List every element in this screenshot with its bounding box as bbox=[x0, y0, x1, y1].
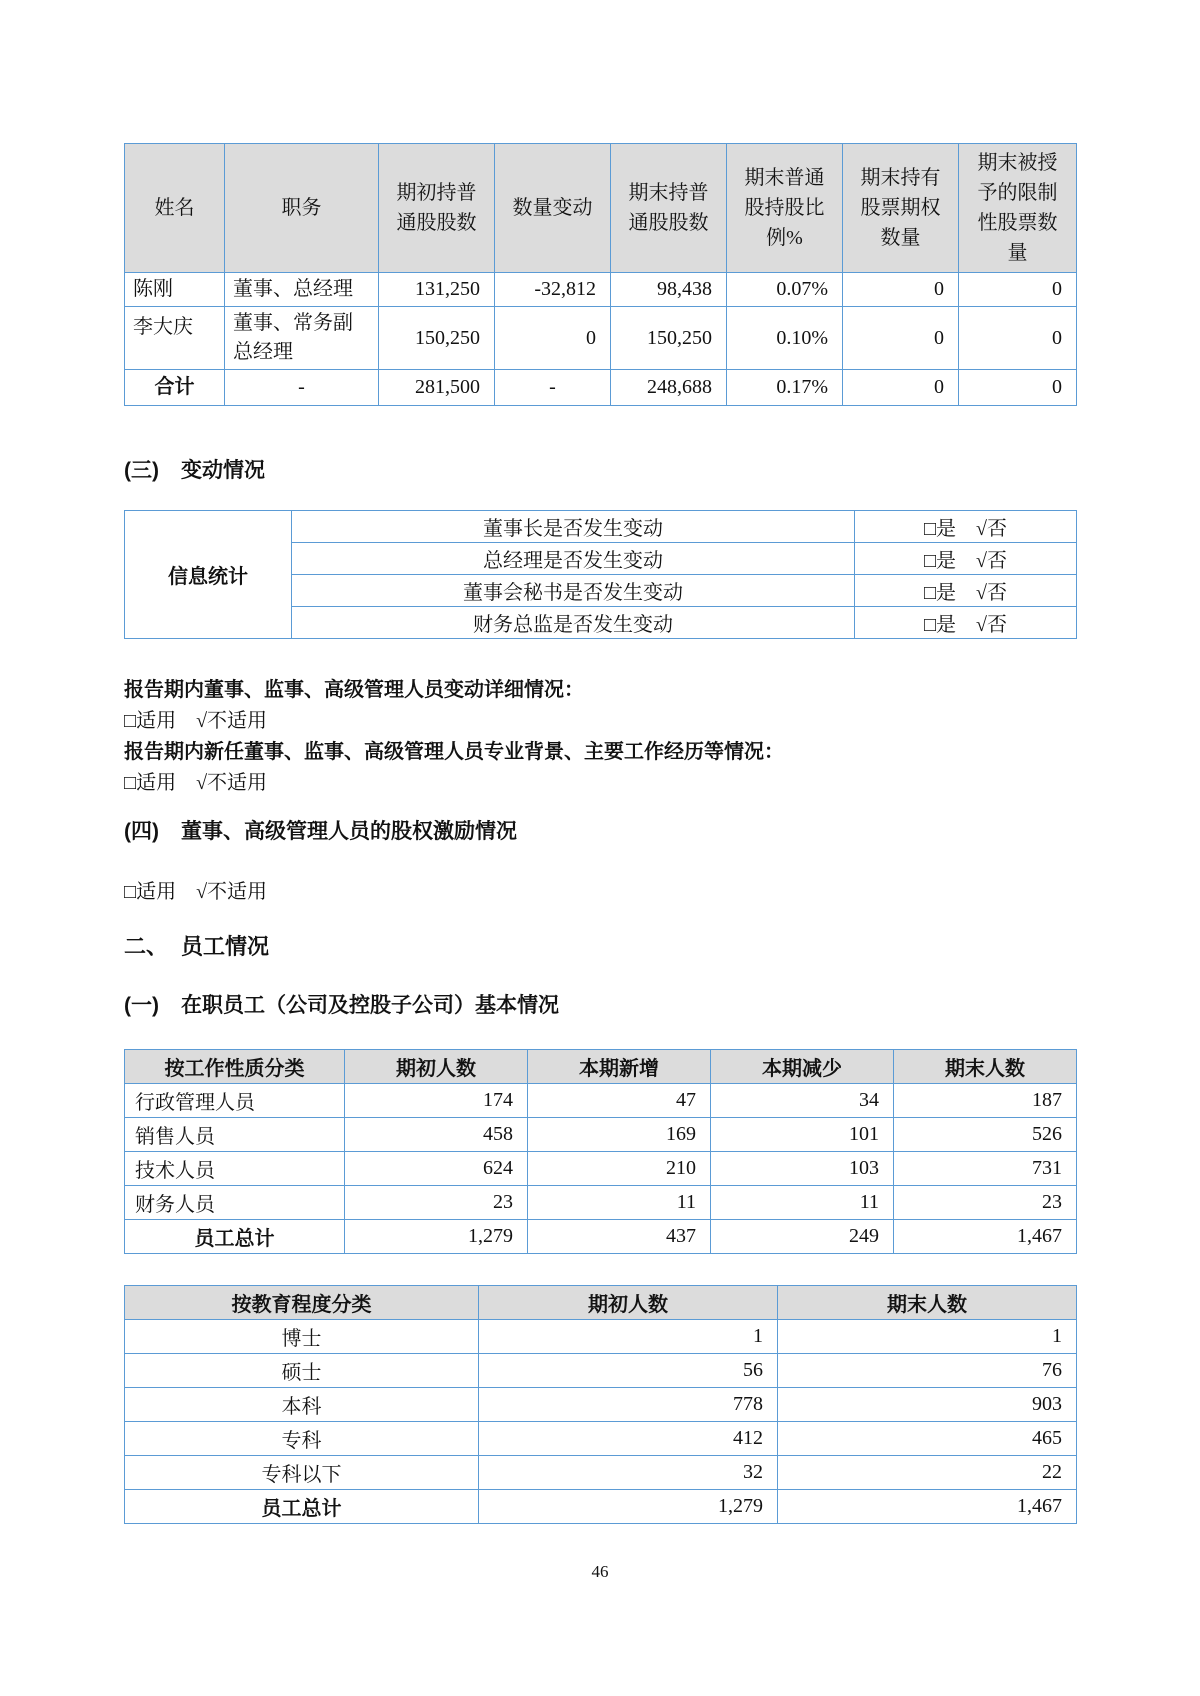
cell-end: 1,467 bbox=[894, 1220, 1077, 1254]
question-gm-change: 总经理是否发生变动 bbox=[292, 543, 855, 575]
cell-end: 1,467 bbox=[778, 1490, 1077, 1524]
applicability-line: □适用 √不适用 bbox=[124, 881, 268, 903]
header-name: 姓名 bbox=[125, 144, 225, 273]
cell-end: 22 bbox=[778, 1456, 1077, 1490]
table-row bbox=[125, 1152, 1077, 1186]
section-heading-employee-basic bbox=[124, 991, 1076, 1021]
table-total-row bbox=[125, 1220, 1077, 1254]
cell-change: - bbox=[495, 370, 611, 406]
header-work-category: 按工作性质分类 bbox=[125, 1050, 345, 1084]
info-statistics-table bbox=[124, 510, 1077, 639]
cell-end: 903 bbox=[778, 1388, 1077, 1422]
table-row bbox=[125, 511, 1077, 543]
cell-position: - bbox=[225, 370, 379, 406]
question-secretary-change: 董事会秘书是否发生变动 bbox=[292, 575, 855, 607]
cell-added: 210 bbox=[528, 1152, 711, 1186]
table-total-row bbox=[125, 1490, 1077, 1524]
cell-end: 76 bbox=[778, 1354, 1077, 1388]
education-table bbox=[124, 1285, 1077, 1524]
cell-begin: 23 bbox=[345, 1186, 528, 1220]
header-period-end-shares: 期末持普通股股数 bbox=[611, 144, 727, 273]
cell-begin: 32 bbox=[479, 1456, 778, 1490]
cell-level: 本科 bbox=[125, 1388, 479, 1422]
section-number: (一) bbox=[124, 994, 159, 1017]
note-new-appointees-title: 报告期内新任董事、监事、高级管理人员专业背景、主要工作经历等情况： bbox=[124, 741, 784, 763]
cell-change: 0 bbox=[495, 307, 611, 370]
section-heading-employees bbox=[124, 930, 1076, 963]
table-row bbox=[125, 307, 1077, 370]
cell-category: 财务人员 bbox=[125, 1186, 345, 1220]
cell-begin: 412 bbox=[479, 1422, 778, 1456]
header-end-count: 期末人数 bbox=[894, 1050, 1077, 1084]
yes-no-answer: □是 √否 bbox=[855, 607, 1077, 639]
cell-name: 李大庆 bbox=[125, 307, 225, 370]
cell-end: 465 bbox=[778, 1422, 1077, 1456]
cell-total-label: 员工总计 bbox=[125, 1490, 479, 1524]
cell-period-begin: 150,250 bbox=[379, 307, 495, 370]
cell-reduced: 249 bbox=[711, 1220, 894, 1254]
cell-position: 董事、常务副总经理 bbox=[225, 307, 379, 370]
header-restricted-count: 期末被授予的限制性股票数量 bbox=[959, 144, 1077, 273]
cell-options: 0 bbox=[843, 370, 959, 406]
table-row bbox=[125, 1354, 1077, 1388]
header-begin-count: 期初人数 bbox=[479, 1286, 778, 1320]
cell-category: 行政管理人员 bbox=[125, 1084, 345, 1118]
cell-begin: 1 bbox=[479, 1320, 778, 1354]
cell-begin: 624 bbox=[345, 1152, 528, 1186]
cell-reduced: 101 bbox=[711, 1118, 894, 1152]
cell-period-begin: 281,500 bbox=[379, 370, 495, 406]
cell-total-label: 员工总计 bbox=[125, 1220, 345, 1254]
header-begin-count: 期初人数 bbox=[345, 1050, 528, 1084]
section-number: (四) bbox=[124, 820, 159, 843]
notes-block bbox=[124, 675, 1076, 799]
yes-no-answer: □是 √否 bbox=[855, 575, 1077, 607]
table-row bbox=[125, 273, 1077, 307]
cell-end: 187 bbox=[894, 1084, 1077, 1118]
cell-begin: 778 bbox=[479, 1388, 778, 1422]
cell-period-begin: 131,250 bbox=[379, 273, 495, 307]
cell-position: 董事、总经理 bbox=[225, 273, 379, 307]
header-position: 职务 bbox=[225, 144, 379, 273]
section-number: 二、 bbox=[124, 934, 169, 959]
header-change: 数量变动 bbox=[495, 144, 611, 273]
applicability-line: □适用 √不适用 bbox=[124, 710, 268, 732]
cell-level: 专科以下 bbox=[125, 1456, 479, 1490]
header-options-count: 期末持有股票期权数量 bbox=[843, 144, 959, 273]
table-row bbox=[125, 1118, 1077, 1152]
header-end-pct: 期末普通股持股比例% bbox=[727, 144, 843, 273]
cell-reduced: 103 bbox=[711, 1152, 894, 1186]
section-title: 变动情况 bbox=[181, 459, 265, 482]
table-row bbox=[125, 1456, 1077, 1490]
header-reduced-count: 本期减少 bbox=[711, 1050, 894, 1084]
cell-options: 0 bbox=[843, 307, 959, 370]
cell-reduced: 34 bbox=[711, 1084, 894, 1118]
shareholding-table bbox=[124, 143, 1077, 406]
question-chairman-change: 董事长是否发生变动 bbox=[292, 511, 855, 543]
section-heading-change bbox=[124, 456, 1076, 486]
table-row bbox=[125, 1186, 1077, 1220]
cell-begin: 1,279 bbox=[479, 1490, 778, 1524]
cell-restricted: 0 bbox=[959, 370, 1077, 406]
cell-added: 11 bbox=[528, 1186, 711, 1220]
cell-name: 陈刚 bbox=[125, 273, 225, 307]
cell-added: 47 bbox=[528, 1084, 711, 1118]
table-header-row bbox=[125, 144, 1077, 273]
question-cfo-change: 财务总监是否发生变动 bbox=[292, 607, 855, 639]
section-number: (三) bbox=[124, 459, 159, 482]
cell-begin: 174 bbox=[345, 1084, 528, 1118]
cell-begin: 1,279 bbox=[345, 1220, 528, 1254]
cell-change: -32,812 bbox=[495, 273, 611, 307]
table-row bbox=[125, 1320, 1077, 1354]
note-change-details-title: 报告期内董事、监事、高级管理人员变动详细情况： bbox=[124, 679, 584, 701]
table-header-row bbox=[125, 1286, 1077, 1320]
cell-period-end: 248,688 bbox=[611, 370, 727, 406]
cell-level: 博士 bbox=[125, 1320, 479, 1354]
cell-level: 硕士 bbox=[125, 1354, 479, 1388]
yes-no-answer: □是 √否 bbox=[855, 543, 1077, 575]
header-added-count: 本期新增 bbox=[528, 1050, 711, 1084]
cell-added: 437 bbox=[528, 1220, 711, 1254]
applicability-line: □适用 √不适用 bbox=[124, 772, 268, 794]
cell-category: 技术人员 bbox=[125, 1152, 345, 1186]
table-header-row bbox=[125, 1050, 1077, 1084]
cell-end-pct: 0.10% bbox=[727, 307, 843, 370]
section-title: 在职员工（公司及控股子公司）基本情况 bbox=[181, 994, 559, 1017]
header-end-count: 期末人数 bbox=[778, 1286, 1077, 1320]
yes-no-answer: □是 √否 bbox=[855, 511, 1077, 543]
cell-restricted: 0 bbox=[959, 273, 1077, 307]
header-period-begin-shares: 期初持普通股股数 bbox=[379, 144, 495, 273]
section-title: 员工情况 bbox=[181, 934, 270, 959]
table-row bbox=[125, 1388, 1077, 1422]
page-number: 46 bbox=[591, 1562, 609, 1581]
cell-end: 731 bbox=[894, 1152, 1077, 1186]
table-row bbox=[125, 1084, 1077, 1118]
cell-end-pct: 0.17% bbox=[727, 370, 843, 406]
table-total-row bbox=[125, 370, 1077, 406]
cell-options: 0 bbox=[843, 273, 959, 307]
cell-reduced: 11 bbox=[711, 1186, 894, 1220]
cell-end: 526 bbox=[894, 1118, 1077, 1152]
section-heading-incentive bbox=[124, 817, 1076, 847]
cell-begin: 56 bbox=[479, 1354, 778, 1388]
cell-period-end: 150,250 bbox=[611, 307, 727, 370]
section-title: 董事、高级管理人员的股权激励情况 bbox=[181, 820, 517, 843]
cell-begin: 458 bbox=[345, 1118, 528, 1152]
cell-total-label: 合计 bbox=[125, 370, 225, 406]
cell-category: 销售人员 bbox=[125, 1118, 345, 1152]
cell-end: 1 bbox=[778, 1320, 1077, 1354]
cell-added: 169 bbox=[528, 1118, 711, 1152]
cell-period-end: 98,438 bbox=[611, 273, 727, 307]
info-stats-label: 信息统计 bbox=[125, 511, 292, 639]
table-row bbox=[125, 1422, 1077, 1456]
cell-end: 23 bbox=[894, 1186, 1077, 1220]
work-category-table bbox=[124, 1049, 1077, 1254]
cell-end-pct: 0.07% bbox=[727, 273, 843, 307]
cell-level: 专科 bbox=[125, 1422, 479, 1456]
header-education-category: 按教育程度分类 bbox=[125, 1286, 479, 1320]
cell-restricted: 0 bbox=[959, 307, 1077, 370]
